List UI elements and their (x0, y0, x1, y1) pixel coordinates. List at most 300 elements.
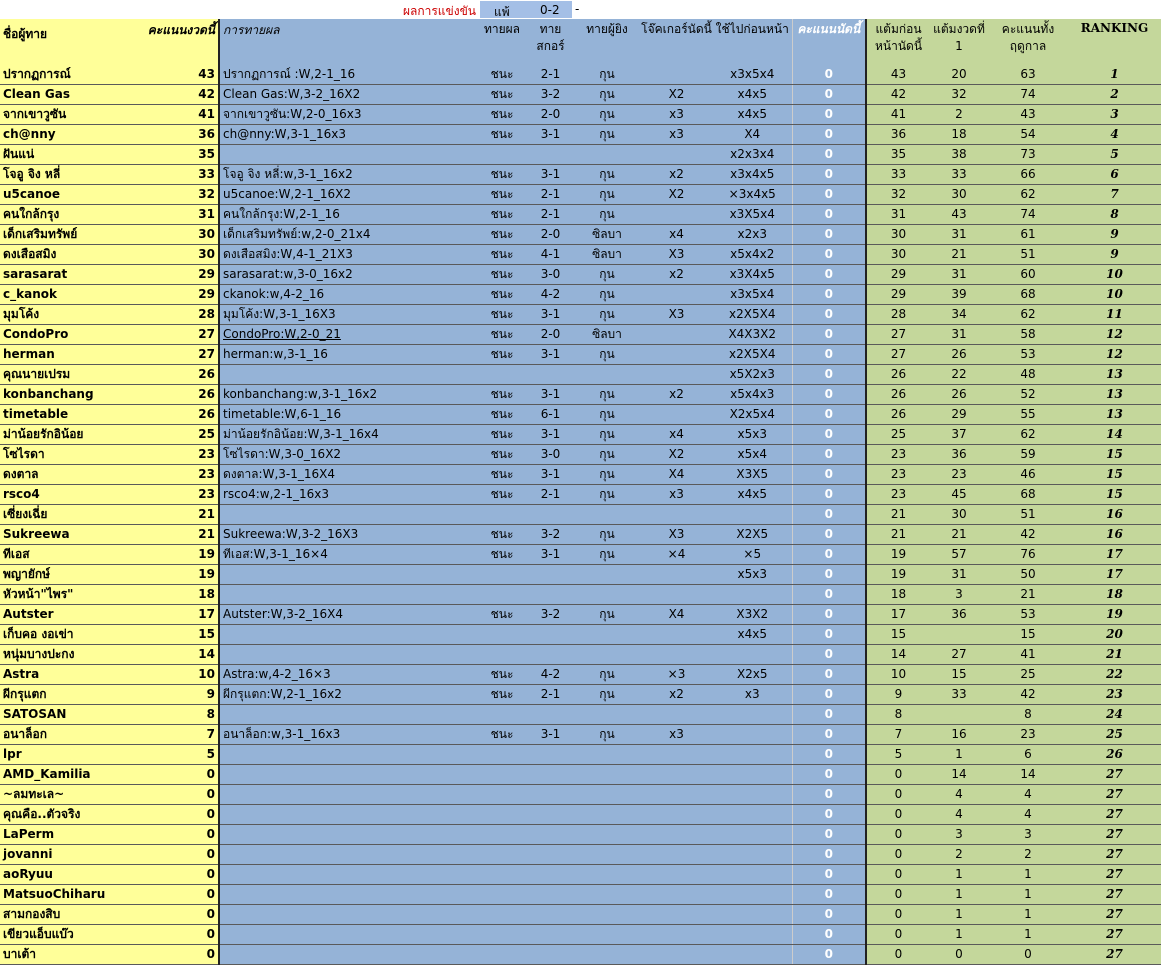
round-score-cell: 31 (134, 205, 219, 225)
player-name-cell: เซี่ยงเฉี่ย (0, 505, 134, 525)
joker-used-cell: x5x3 (713, 425, 792, 445)
guess-score-cell (527, 365, 574, 385)
player-name-cell: ~ลมทะเล~ (0, 785, 134, 805)
player-name-cell: หนุ่มบางปะกง (0, 645, 134, 665)
guess-scorer-cell (574, 905, 640, 925)
table-row (0, 665, 1161, 685)
table-row (0, 325, 1161, 345)
guess-score-cell (527, 645, 574, 665)
guess-score-cell: 3-1 (527, 165, 574, 185)
table-row (0, 445, 1161, 465)
round1-points-cell: 3 (930, 825, 988, 845)
round1-points-cell: 31 (930, 325, 988, 345)
player-name-cell: timetable (0, 405, 134, 425)
guess-score-cell (527, 705, 574, 725)
ranking-cell: 20 (1068, 625, 1161, 645)
joker-round-cell: x3 (640, 125, 713, 145)
guess-result-cell (477, 845, 527, 865)
player-name-cell: SATOSAN (0, 705, 134, 725)
round-score-cell: 23 (134, 445, 219, 465)
match-points-cell: 0 (792, 265, 866, 285)
round1-points-cell: 57 (930, 545, 988, 565)
guess-scorer-cell: กุน (574, 105, 640, 125)
round1-points-cell: 23 (930, 465, 988, 485)
prediction-cell: ปรากฏการณ์ :W,2-1_16 (219, 65, 477, 85)
table-row (0, 385, 1161, 405)
round1-points-cell: 26 (930, 345, 988, 365)
guess-result-cell: ชนะ (477, 265, 527, 285)
ranking-cell: 15 (1068, 485, 1161, 505)
season-total-cell: 3 (988, 825, 1068, 845)
round-score-cell: 0 (134, 825, 219, 845)
joker-used-cell (713, 945, 792, 965)
round1-points-cell: 39 (930, 285, 988, 305)
joker-round-cell: ×4 (640, 545, 713, 565)
prev-points-cell: 26 (866, 385, 930, 405)
season-total-cell: 60 (988, 265, 1068, 285)
guess-score-cell: 3-0 (527, 265, 574, 285)
round1-points-cell (930, 625, 988, 645)
table-row (0, 405, 1161, 425)
round1-points-cell: 18 (930, 125, 988, 145)
col-header-joker-round: โจ๊คเกอร์นัดนี้ (640, 19, 713, 65)
guess-result-cell (477, 865, 527, 885)
season-total-cell: 51 (988, 505, 1068, 525)
match-points-cell: 0 (792, 205, 866, 225)
season-total-cell: 51 (988, 245, 1068, 265)
prediction-cell: ดงเสือสมิง:W,4-1_21X3 (219, 245, 477, 265)
match-points-cell: 0 (792, 605, 866, 625)
round1-points-cell: 3 (930, 585, 988, 605)
table-row (0, 865, 1161, 885)
ranking-cell: 27 (1068, 945, 1161, 965)
guess-result-cell: ชนะ (477, 465, 527, 485)
guess-result-cell: ชนะ (477, 345, 527, 365)
guess-score-cell: 3-2 (527, 605, 574, 625)
prediction-cell (219, 505, 477, 525)
guess-result-cell: ชนะ (477, 165, 527, 185)
guess-scorer-cell: กุน (574, 485, 640, 505)
prev-points-cell: 15 (866, 625, 930, 645)
prediction-cell: คนใกล้กรุง:W,2-1_16 (219, 205, 477, 225)
ranking-cell: 27 (1068, 845, 1161, 865)
joker-round-cell: x3 (640, 105, 713, 125)
season-total-cell: 52 (988, 385, 1068, 405)
ranking-cell: 18 (1068, 585, 1161, 605)
player-name-cell: c_kanok (0, 285, 134, 305)
season-total-cell: 76 (988, 545, 1068, 565)
match-points-cell: 0 (792, 805, 866, 825)
round-score-cell: 0 (134, 785, 219, 805)
match-points-cell: 0 (792, 885, 866, 905)
joker-round-cell (640, 345, 713, 365)
joker-used-cell: x5x3 (713, 565, 792, 585)
guess-result-cell (477, 145, 527, 165)
joker-used-cell (713, 925, 792, 945)
joker-used-cell: X2x5x4 (713, 405, 792, 425)
guess-result-cell: ชนะ (477, 685, 527, 705)
joker-round-cell (640, 365, 713, 385)
player-name-cell: AMD_Kamilia (0, 765, 134, 785)
guess-score-cell: 3-0 (527, 445, 574, 465)
match-points-cell: 0 (792, 585, 866, 605)
joker-round-cell (640, 585, 713, 605)
prediction-cell (219, 825, 477, 845)
table-row (0, 745, 1161, 765)
round1-points-cell: 27 (930, 645, 988, 665)
ranking-cell: 9 (1068, 245, 1161, 265)
table-row (0, 465, 1161, 485)
season-total-cell: 42 (988, 685, 1068, 705)
ranking-cell: 26 (1068, 745, 1161, 765)
round-score-cell: 8 (134, 705, 219, 725)
guess-score-cell: 3-1 (527, 425, 574, 445)
prediction-cell: u5canoe:W,2-1_16X2 (219, 185, 477, 205)
player-name-cell: MatsuoChiharu (0, 885, 134, 905)
guess-result-cell: ชนะ (477, 405, 527, 425)
guess-result-cell (477, 745, 527, 765)
table-row (0, 125, 1161, 145)
joker-used-cell (713, 745, 792, 765)
round-score-cell: 30 (134, 245, 219, 265)
col-header-guess-result: ทายผล (477, 19, 527, 65)
joker-used-cell: x3x5x4 (713, 65, 792, 85)
prediction-cell: ดงตาล:W,3-1_16X4 (219, 465, 477, 485)
col-header-round1-points: แต้มงวดที่ 1 (930, 19, 988, 65)
guess-score-cell: 2-0 (527, 105, 574, 125)
round-score-cell: 26 (134, 405, 219, 425)
prediction-cell: จากเขาวูซัน:W,2-0_16x3 (219, 105, 477, 125)
joker-used-cell: x4x5 (713, 85, 792, 105)
prev-points-cell: 14 (866, 645, 930, 665)
prev-points-cell: 0 (866, 925, 930, 945)
ranking-cell: 27 (1068, 865, 1161, 885)
guess-score-cell: 2-1 (527, 65, 574, 85)
season-total-cell: 74 (988, 85, 1068, 105)
table-row (0, 205, 1161, 225)
player-name-cell: เขียวแอ็บแบ๊ว (0, 925, 134, 945)
match-points-cell: 0 (792, 405, 866, 425)
guess-score-cell (527, 585, 574, 605)
joker-used-cell: x3x4x5 (713, 165, 792, 185)
guess-result-cell: ชนะ (477, 725, 527, 745)
player-name-cell: บาเต้า (0, 945, 134, 965)
player-name-cell: sarasarat (0, 265, 134, 285)
guess-scorer-cell (574, 845, 640, 865)
table-row (0, 485, 1161, 505)
match-points-cell: 0 (792, 365, 866, 385)
round-score-cell: 33 (134, 165, 219, 185)
prev-points-cell: 23 (866, 485, 930, 505)
round-score-cell: 18 (134, 585, 219, 605)
round-score-cell: 42 (134, 85, 219, 105)
ranking-cell: 6 (1068, 165, 1161, 185)
match-points-cell: 0 (792, 485, 866, 505)
ranking-cell: 23 (1068, 685, 1161, 705)
guess-score-cell (527, 845, 574, 865)
guess-scorer-cell (574, 505, 640, 525)
match-points-cell: 0 (792, 685, 866, 705)
season-total-cell: 23 (988, 725, 1068, 745)
round1-points-cell: 36 (930, 605, 988, 625)
season-total-cell: 55 (988, 405, 1068, 425)
match-points-cell: 0 (792, 245, 866, 265)
season-total-cell: 48 (988, 365, 1068, 385)
joker-used-cell: x2x3x4 (713, 145, 792, 165)
season-total-cell: 25 (988, 665, 1068, 685)
prediction-cell: Autster:W,3-2_16X4 (219, 605, 477, 625)
guess-scorer-cell: กุน (574, 465, 640, 485)
player-name-cell: herman (0, 345, 134, 365)
match-points-cell: 0 (792, 945, 866, 965)
joker-round-cell: x2 (640, 265, 713, 285)
guess-scorer-cell (574, 885, 640, 905)
joker-used-cell: x3X5x4 (713, 205, 792, 225)
guess-score-cell: 3-1 (527, 385, 574, 405)
prev-points-cell: 27 (866, 345, 930, 365)
table-row (0, 585, 1161, 605)
table-row (0, 625, 1161, 645)
prev-points-cell: 27 (866, 325, 930, 345)
match-points-cell: 0 (792, 225, 866, 245)
prev-points-cell: 9 (866, 685, 930, 705)
round1-points-cell: 1 (930, 925, 988, 945)
prev-points-cell: 0 (866, 885, 930, 905)
season-total-cell: 74 (988, 205, 1068, 225)
col-header-prev-points: แต้มก่อนหน้านัดนี้ (866, 19, 930, 65)
joker-used-cell (713, 765, 792, 785)
ranking-cell: 27 (1068, 885, 1161, 905)
prediction-cell (219, 925, 477, 945)
prev-points-cell: 19 (866, 545, 930, 565)
table-row (0, 505, 1161, 525)
player-name-cell: ทีเอส (0, 545, 134, 565)
table-row (0, 885, 1161, 905)
player-name-cell: ผีกรุแตก (0, 685, 134, 705)
player-name-cell: jovanni (0, 845, 134, 865)
prediction-cell: sarasarat:w,3-0_16x2 (219, 265, 477, 285)
ranking-cell: 7 (1068, 185, 1161, 205)
round-score-cell: 41 (134, 105, 219, 125)
ranking-cell: 19 (1068, 605, 1161, 625)
prev-points-cell: 26 (866, 365, 930, 385)
joker-used-cell (713, 865, 792, 885)
joker-round-cell: X4 (640, 465, 713, 485)
ranking-cell: 15 (1068, 465, 1161, 485)
prediction-cell: โซไรดา:W,3-0_16X2 (219, 445, 477, 465)
guess-result-cell (477, 365, 527, 385)
prev-points-cell: 41 (866, 105, 930, 125)
prev-points-cell: 0 (866, 785, 930, 805)
player-name-cell: u5canoe (0, 185, 134, 205)
guess-result-cell: ชนะ (477, 545, 527, 565)
joker-used-cell: ×5 (713, 545, 792, 565)
prediction-cell: herman:w,3-1_16 (219, 345, 477, 365)
ranking-cell: 13 (1068, 365, 1161, 385)
prediction-cell: อนาล็อก:w,3-1_16x3 (219, 725, 477, 745)
joker-used-cell (713, 505, 792, 525)
table-row (0, 945, 1161, 965)
match-points-cell: 0 (792, 465, 866, 485)
joker-used-cell: x2X5X4 (713, 345, 792, 365)
player-name-cell: Clean Gas (0, 85, 134, 105)
guess-result-cell (477, 785, 527, 805)
season-total-cell: 1 (988, 925, 1068, 945)
season-total-cell: 62 (988, 425, 1068, 445)
guess-result-cell (477, 905, 527, 925)
joker-round-cell: x4 (640, 225, 713, 245)
guess-scorer-cell: กุน (574, 265, 640, 285)
joker-used-cell: x2x3 (713, 225, 792, 245)
match-points-cell: 0 (792, 105, 866, 125)
guess-score-cell (527, 945, 574, 965)
round1-points-cell: 37 (930, 425, 988, 445)
player-name-cell: พญายักษ์ (0, 565, 134, 585)
joker-round-cell (640, 145, 713, 165)
season-total-cell: 0 (988, 945, 1068, 965)
match-points-cell: 0 (792, 565, 866, 585)
joker-round-cell: x3 (640, 725, 713, 745)
guess-result-cell: ชนะ (477, 285, 527, 305)
prev-points-cell: 29 (866, 285, 930, 305)
joker-used-cell: x5X2x3 (713, 365, 792, 385)
guess-scorer-cell (574, 585, 640, 605)
ranking-cell: 1 (1068, 65, 1161, 85)
player-name-cell: rsco4 (0, 485, 134, 505)
season-total-cell: 43 (988, 105, 1068, 125)
round1-points-cell: 14 (930, 765, 988, 785)
table-row (0, 345, 1161, 365)
guess-scorer-cell: ซิลบา (574, 225, 640, 245)
player-name-cell: จากเขาวูซัน (0, 105, 134, 125)
prediction-cell: Sukreewa:W,3-2_16X3 (219, 525, 477, 545)
joker-used-cell: X4X3X2 (713, 325, 792, 345)
guess-score-cell (527, 885, 574, 905)
guess-scorer-cell: กุน (574, 65, 640, 85)
col-header-round-score: คะแนนงวดนี้ (134, 19, 219, 65)
guess-result-cell (477, 645, 527, 665)
prediction-cell: โจอู จิง หลี่:w,3-1_16x2 (219, 165, 477, 185)
guess-score-cell (527, 925, 574, 945)
guess-score-cell: 3-1 (527, 345, 574, 365)
prediction-cell: ทีเอส:W,3-1_16×4 (219, 545, 477, 565)
guess-result-cell: ชนะ (477, 485, 527, 505)
prediction-cell: เด็กเสริมทรัพย์:w,2-0_21x4 (219, 225, 477, 245)
round1-points-cell: 21 (930, 245, 988, 265)
joker-used-cell: X2X5 (713, 525, 792, 545)
ranking-cell: 27 (1068, 785, 1161, 805)
season-total-cell: 1 (988, 865, 1068, 885)
table-row (0, 785, 1161, 805)
guess-result-cell (477, 885, 527, 905)
guess-score-cell (527, 805, 574, 825)
prev-points-cell: 18 (866, 585, 930, 605)
match-points-cell: 0 (792, 325, 866, 345)
ranking-cell: 27 (1068, 805, 1161, 825)
player-name-cell: lpr (0, 745, 134, 765)
player-name-cell: Astra (0, 665, 134, 685)
col-header-joker-used: ใช้ไปก่อนหน้า (713, 19, 792, 65)
round1-points-cell: 43 (930, 205, 988, 225)
ranking-cell: 25 (1068, 725, 1161, 745)
ranking-cell: 13 (1068, 405, 1161, 425)
player-name-cell: อนาล็อก (0, 725, 134, 745)
round1-points-cell: 38 (930, 145, 988, 165)
table-row (0, 365, 1161, 385)
match-points-cell: 0 (792, 185, 866, 205)
player-name-cell: มุมโค้ง (0, 305, 134, 325)
prediction-cell (219, 785, 477, 805)
joker-round-cell: ×3 (640, 665, 713, 685)
table-row (0, 545, 1161, 565)
round1-points-cell: 33 (930, 685, 988, 705)
prev-points-cell: 32 (866, 185, 930, 205)
joker-round-cell (640, 705, 713, 725)
guess-scorer-cell: กุน (574, 425, 640, 445)
guess-result-cell (477, 585, 527, 605)
guess-score-cell: 4-1 (527, 245, 574, 265)
joker-round-cell: X3 (640, 245, 713, 265)
prev-points-cell: 0 (866, 845, 930, 865)
round-score-cell: 17 (134, 605, 219, 625)
joker-round-cell (640, 885, 713, 905)
season-total-cell: 59 (988, 445, 1068, 465)
guess-result-cell: ชนะ (477, 425, 527, 445)
season-total-cell: 61 (988, 225, 1068, 245)
col-header-guess-scorer: ทายผู้ยิง (574, 19, 640, 65)
table-row (0, 805, 1161, 825)
guess-score-cell: 2-0 (527, 225, 574, 245)
joker-round-cell: X2 (640, 185, 713, 205)
round-score-cell: 7 (134, 725, 219, 745)
match-points-cell: 0 (792, 85, 866, 105)
round1-points-cell: 16 (930, 725, 988, 745)
col-header-season-total: คะแนนทั้งฤดูกาล (988, 19, 1068, 65)
joker-used-cell (713, 705, 792, 725)
round-score-cell: 0 (134, 945, 219, 965)
match-dash: - (575, 2, 580, 16)
guess-scorer-cell (574, 925, 640, 945)
prev-points-cell: 8 (866, 705, 930, 725)
prediction-cell (219, 625, 477, 645)
season-total-cell: 42 (988, 525, 1068, 545)
joker-round-cell: X2 (640, 445, 713, 465)
guess-scorer-cell (574, 745, 640, 765)
ranking-cell: 17 (1068, 565, 1161, 585)
season-total-cell: 62 (988, 185, 1068, 205)
joker-round-cell (640, 865, 713, 885)
season-total-cell: 14 (988, 765, 1068, 785)
guess-result-cell: ชนะ (477, 605, 527, 625)
table-row (0, 65, 1161, 85)
prev-points-cell: 23 (866, 465, 930, 485)
joker-used-cell: x4x5 (713, 105, 792, 125)
guess-score-cell: 2-0 (527, 325, 574, 345)
season-total-cell: 41 (988, 645, 1068, 665)
prev-points-cell: 21 (866, 505, 930, 525)
ranking-cell: 16 (1068, 525, 1161, 545)
table-row (0, 265, 1161, 285)
round-score-cell: 23 (134, 465, 219, 485)
guess-score-cell: 3-1 (527, 725, 574, 745)
ranking-cell: 12 (1068, 345, 1161, 365)
guess-score-cell: 2-1 (527, 205, 574, 225)
season-total-cell: 21 (988, 585, 1068, 605)
guess-result-cell (477, 765, 527, 785)
season-total-cell: 58 (988, 325, 1068, 345)
season-total-cell: 53 (988, 345, 1068, 365)
prev-points-cell: 0 (866, 765, 930, 785)
